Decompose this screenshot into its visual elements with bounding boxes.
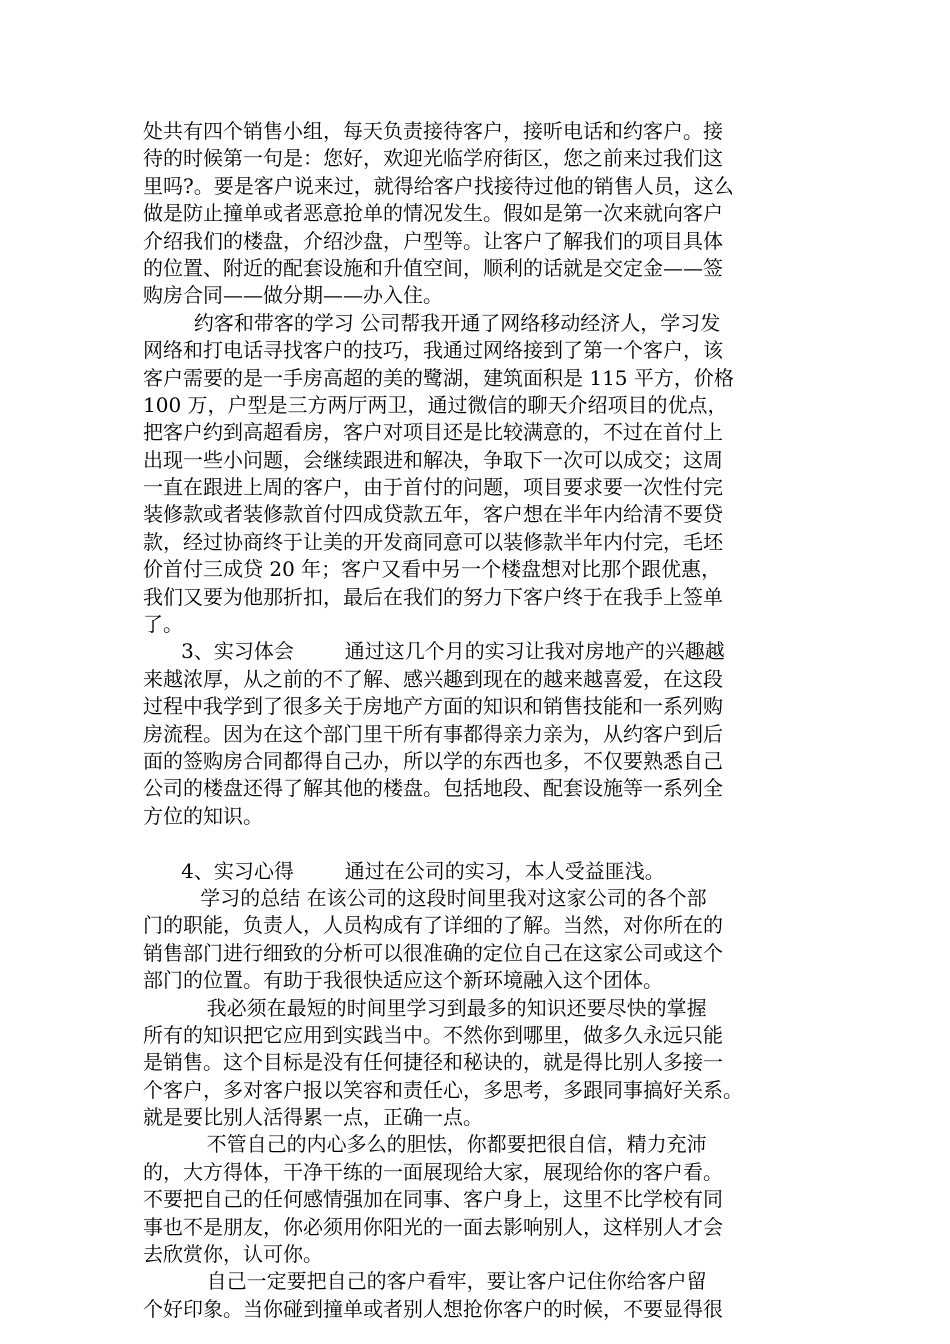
- text-line: 我们又要为他那折扣，最后在我们的努力下客户终于在我手上签单: [143, 584, 723, 609]
- text-line: 出现一些小问题，会继续跟进和解决，争取下一次可以成交；这周: [143, 447, 723, 472]
- text-line: 不要把自己的任何感情强加在同事、客户身上，这里不比学校有同: [143, 1187, 723, 1212]
- text-line: 我必须在最短的时间里学习到最多的知识还要尽快的掌握: [143, 995, 707, 1020]
- text-line: 网络和打电话寻找客户的技巧，我通过网络接到了第一个客户，该: [143, 338, 723, 363]
- text-line: 装修款或者装修款首付四成贷款五年，客户想在半年内给清不要贷: [143, 502, 723, 527]
- text-line: 所有的知识把它应用到实践当中。不然你到哪里，做多久永远只能: [143, 1022, 723, 1047]
- text-line: 款，经过协商终于让美的开发商同意可以装修款半年内付完，毛坯: [143, 529, 723, 554]
- text-line: 不管自己的内心多么的胆怯，你都要把很自信，精力充沛: [143, 1132, 707, 1157]
- text-line: 的位置、附近的配套设施和升值空间，顺利的话就是交定金——签: [143, 255, 723, 280]
- text-line: 约客和带客的学习 公司帮我开通了网络移动经济人，学习发: [143, 310, 721, 335]
- text-line: 是销售。这个目标是没有任何捷径和秘诀的，就是得比别人多接一: [143, 1050, 723, 1075]
- text-line: 去欣赏你，认可你。: [143, 1242, 323, 1267]
- text-line: 把客户约到高超看房，客户对项目还是比较满意的，不过在首付上: [143, 420, 723, 445]
- text-line: 价首付三成贷 20 年；客户又看中另一个楼盘想对比那个跟优惠，: [143, 557, 722, 582]
- text-line: 来越浓厚，从之前的不了解、感兴趣到现在的越来越喜爱，在这段: [143, 666, 723, 691]
- text-line: 介绍我们的楼盘，介绍沙盘，户型等。让客户了解我们的项目具体: [143, 228, 723, 253]
- text-line: 面的签购房合同都得自己办，所以学的东西也多，不仅要熟悉自己: [143, 748, 723, 773]
- text-line: 一直在跟进上周的客户，由于首付的问题，项目要求要一次性付完: [143, 475, 723, 500]
- text-line: 门的职能，负责人，人员构成有了详细的了解。当然，对你所在的: [143, 913, 723, 938]
- text-line: 部门的位置。有助于我很快适应这个新环境融入这个团体。: [143, 968, 663, 993]
- text-line: 个客户，多对客户报以笑容和责任心，多思考，多跟同事搞好关系。: [143, 1077, 743, 1102]
- text-line: 100 万，户型是三方两厅两卫，通过微信的聊天介绍项目的优点，: [143, 392, 728, 417]
- text-line: 销售部门进行细致的分析可以很准确的定位自己在这家公司或这个: [143, 940, 723, 965]
- text-line: 方位的知识。: [143, 803, 263, 828]
- text-line: 4、实习心得 通过在公司的实习，本人受益匪浅。: [143, 858, 665, 883]
- text-line: 里吗?。要是客户说来过，就得给客户找接待过他的销售人员，这么: [143, 173, 734, 198]
- text-line: 房流程。因为在这个部门里干所有事都得亲力亲为，从约客户到后: [143, 721, 723, 746]
- text-line: 处共有四个销售小组，每天负责接待客户，接听电话和约客户。接: [143, 119, 723, 143]
- text-line: 的，大方得体，干净干练的一面展现给大家，展现给你的客户看。: [143, 1159, 723, 1184]
- text-line: 3、实习体会 通过这几个月的实习让我对房地产的兴趣越: [143, 639, 725, 664]
- blank-line: [143, 830, 823, 857]
- document-body: [143, 118, 823, 1323]
- text-line: 事也不是朋友，你必须用你阳光的一面去影响别人，这样别人才会: [143, 1214, 723, 1239]
- text-line: 购房合同——做分期——办入住。: [143, 283, 443, 308]
- text-line: 待的时候第一句是：您好，欢迎光临学府街区，您之前来过我们这: [143, 146, 723, 171]
- text-line: 就是要比别人活得累一点，正确一点。: [143, 1105, 483, 1130]
- text-line: 公司的楼盘还得了解其他的楼盘。包括地段、配套设施等一系列全: [143, 776, 723, 801]
- text-line: 客户需要的是一手房高超的美的鹭湖，建筑面积是 115 平方，价格: [143, 365, 734, 390]
- text-line: 了。: [143, 612, 183, 637]
- text-line: 自己一定要把自己的客户看牢，要让客户记住你给客户留: [143, 1269, 707, 1294]
- text-line: 过程中我学到了很多关于房地产方面的知识和销售技能和一系列购: [143, 694, 723, 719]
- text-line: 个好印象。当你碰到撞单或者别人想抢你客户的时候，不要显得很: [143, 1296, 723, 1321]
- text-line: 学习的总结 在该公司的这段时间里我对这家公司的各个部: [143, 885, 707, 910]
- text-line: 做是防止撞单或者恶意抢单的情况发生。假如是第一次来就向客户: [143, 201, 723, 226]
